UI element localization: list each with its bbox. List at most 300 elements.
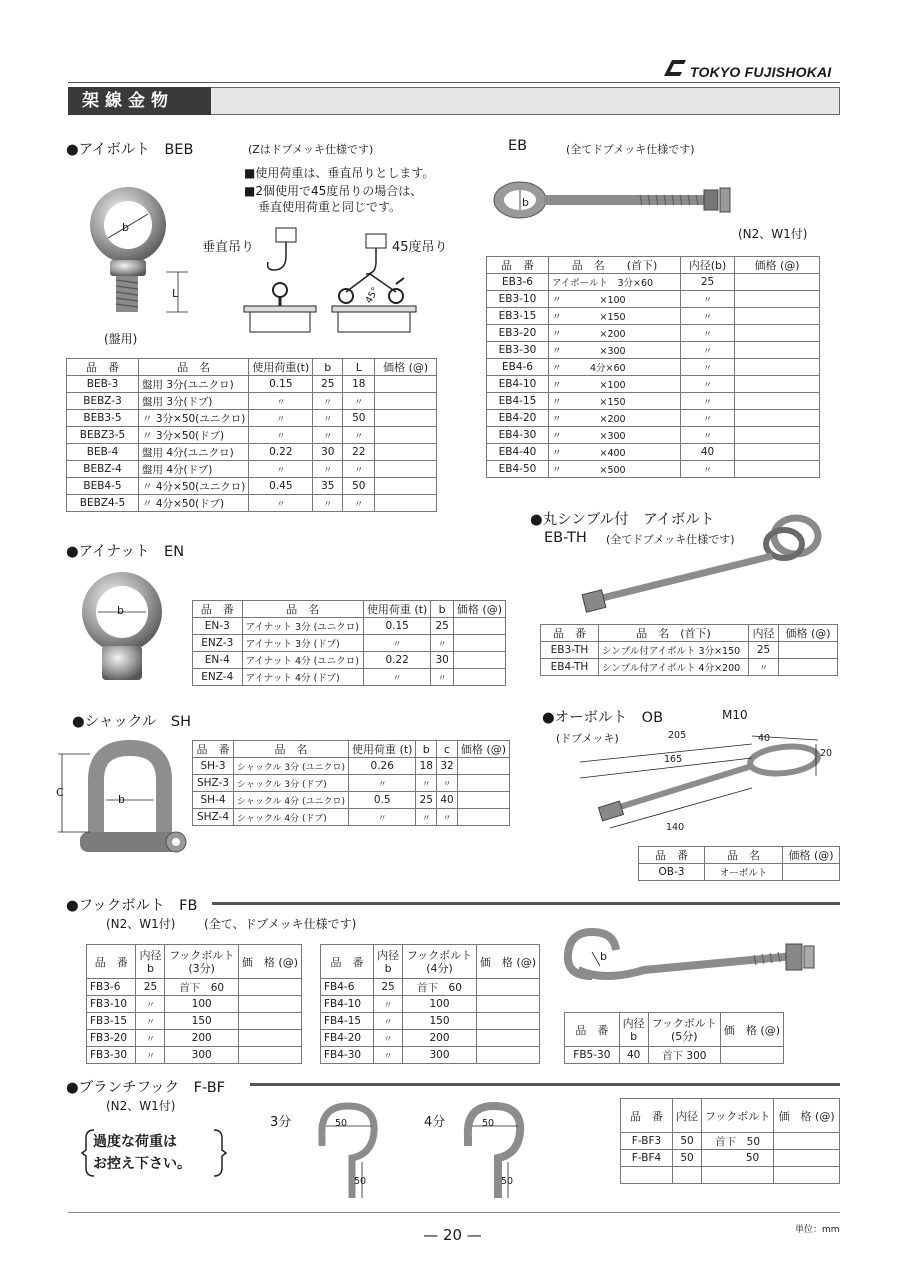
cell	[238, 979, 301, 996]
table-row	[193, 618, 506, 635]
cell: 首下 60	[165, 979, 238, 996]
cell	[774, 1133, 840, 1150]
cell: EB4-15	[487, 393, 549, 410]
cell	[735, 444, 820, 461]
col-load: 使用荷重 (t)	[363, 601, 430, 618]
eb-table	[486, 256, 820, 478]
table-row	[87, 1047, 302, 1064]
cell: 〃	[313, 461, 343, 478]
fb-title: ●フックボルト FB	[66, 898, 198, 914]
warning-line-2: お控え下さい。	[93, 1156, 191, 1172]
table-row	[67, 410, 437, 427]
ob-dim-20: 20	[820, 748, 833, 759]
cell	[457, 792, 509, 809]
cell: 200	[165, 1030, 238, 1047]
cell	[375, 376, 437, 393]
cell: 〃 ×100	[549, 291, 681, 308]
cell: 首下 60	[403, 979, 477, 996]
cell: 〃	[343, 427, 375, 444]
cell: 30	[313, 444, 343, 461]
cell	[476, 1030, 539, 1047]
cell	[457, 775, 509, 792]
fbf4-dim-width: 50	[482, 1118, 495, 1129]
col-price: 価格 (@)	[735, 257, 820, 274]
col-inner: 内径(b)	[681, 257, 735, 274]
inner-label: 内径	[377, 948, 400, 962]
cell: EB4-30	[487, 427, 549, 444]
cell	[774, 1167, 840, 1184]
cell	[735, 393, 820, 410]
unit-note: 単位：mm	[795, 1225, 840, 1235]
table-row	[487, 342, 820, 359]
col-code: 品 番	[541, 625, 599, 642]
cell: シャックル 3分 (ドブ)	[234, 775, 349, 792]
table-row	[621, 1167, 840, 1184]
cell: 〃	[343, 495, 375, 512]
en-dim-b: b	[117, 604, 124, 617]
col-price: 価格 (@)	[783, 847, 840, 864]
inner-label-b: b	[146, 961, 154, 975]
cell: 〃	[313, 393, 343, 410]
col-bolt: フックボルト	[702, 1099, 774, 1133]
cell	[476, 996, 539, 1013]
cell: BEB-4	[67, 444, 139, 461]
cell: 〃	[416, 809, 437, 826]
table-row	[487, 461, 820, 478]
cell: アイナット 4分 (ユニクロ)	[242, 652, 363, 669]
inner-label: 内径	[139, 948, 162, 962]
cell: 25	[374, 979, 403, 996]
cell	[735, 410, 820, 427]
col-price: 価格 (@)	[779, 625, 838, 642]
cell	[673, 1167, 702, 1184]
company-logo	[662, 58, 688, 78]
cell: FB4-30	[321, 1047, 374, 1064]
cell	[375, 410, 437, 427]
beb-table	[66, 358, 437, 512]
ob-table	[638, 846, 840, 881]
cell	[375, 427, 437, 444]
cell	[720, 1047, 783, 1064]
cell: BEB-3	[67, 376, 139, 393]
cell	[735, 274, 820, 291]
cell: 〃 3分×50(ユニクロ)	[139, 410, 249, 427]
branch-hook-4-illustration	[458, 1100, 528, 1204]
col-price: 価 格 (@)	[720, 1013, 783, 1047]
cell: 25	[313, 376, 343, 393]
cell: 〃	[431, 669, 454, 686]
col-code: 品 番	[487, 257, 549, 274]
beb-dim-b: b	[122, 221, 129, 234]
cell: 〃	[313, 410, 343, 427]
table-row	[67, 393, 437, 410]
cell: 0.15	[363, 618, 430, 635]
ebth-title: ●丸シンブル付 アイボルト	[530, 512, 715, 528]
table-row	[67, 376, 437, 393]
cell: SH-4	[193, 792, 234, 809]
cell: 〃 ×500	[549, 461, 681, 478]
cell: 〃	[136, 1047, 165, 1064]
col-b: b	[431, 601, 454, 618]
cell: 50	[673, 1133, 702, 1150]
inner-label-b: b	[630, 1029, 638, 1043]
cell: EN-3	[193, 618, 243, 635]
col-code: 品 番	[193, 741, 234, 758]
cell: 0.15	[249, 376, 313, 393]
angle-45-mark: 45°	[363, 285, 382, 306]
cell: EB4-TH	[541, 659, 599, 676]
fb-rule	[212, 902, 840, 905]
cell	[735, 359, 820, 376]
col-load: 使用荷重(t)	[249, 359, 313, 376]
cell: 35	[313, 478, 343, 495]
sh-table	[192, 740, 510, 826]
col-inner	[374, 945, 403, 979]
col-code: 品 番	[639, 847, 705, 864]
col-b: b	[313, 359, 343, 376]
cell: 盤用 4分(ドブ)	[139, 461, 249, 478]
cell	[735, 291, 820, 308]
cell: アイナット 4分 (ドブ)	[242, 669, 363, 686]
cell: BEBZ-3	[67, 393, 139, 410]
table-row	[541, 642, 838, 659]
eb-title: EB	[508, 138, 528, 154]
cell: 盤用 3分(ドブ)	[139, 393, 249, 410]
cell	[375, 393, 437, 410]
angle-lift-label: 45度吊り	[392, 240, 448, 255]
fbf-title: ●ブランチフック F-BF	[66, 1080, 225, 1096]
cell: 〃	[349, 809, 416, 826]
cell: 〃	[681, 291, 735, 308]
cell: 50	[343, 410, 375, 427]
beb-note-3: 垂直使用荷重と同じです。	[258, 200, 402, 214]
cell	[735, 461, 820, 478]
cell: 〃 4分×50(ドブ)	[139, 495, 249, 512]
cell: 100	[403, 996, 477, 1013]
table-row	[321, 1013, 540, 1030]
cell: 〃	[681, 376, 735, 393]
col-inner: 内径	[673, 1099, 702, 1133]
cell: 〃	[249, 410, 313, 427]
eyebolt-thimble-illustration	[574, 512, 834, 622]
cell: 25	[416, 792, 437, 809]
ob-dim-140: 140	[666, 822, 685, 833]
cell	[621, 1167, 673, 1184]
fb-note-1: (N2、W1付)	[106, 917, 176, 931]
col-bolt	[165, 945, 238, 979]
col-code: 品 番	[193, 601, 243, 618]
table-row	[193, 652, 506, 669]
cell: 25	[431, 618, 454, 635]
col-price: 価格 (@)	[453, 601, 505, 618]
table-row	[487, 359, 820, 376]
cell: 150	[165, 1013, 238, 1030]
table-row	[621, 1150, 840, 1167]
cell: 〃 ×300	[549, 427, 681, 444]
ebth-code: EB-TH	[544, 530, 587, 546]
fbf-note: (N2、W1付)	[106, 1099, 176, 1113]
col-code: 品 番	[621, 1099, 673, 1133]
cell: FB4-15	[321, 1013, 374, 1030]
fb-note-2: (全て、ドブメッキ仕様です)	[204, 917, 357, 931]
cell: 50	[702, 1150, 774, 1167]
col-bolt	[648, 1013, 720, 1047]
table-row	[321, 996, 540, 1013]
cell: 300	[165, 1047, 238, 1064]
eyebolt-beb-illustration	[78, 180, 198, 320]
table-row	[193, 669, 506, 686]
cell: 〃 ×300	[549, 342, 681, 359]
fbf-rule	[250, 1083, 840, 1086]
col-inner: 内径	[749, 625, 779, 642]
cell: 18	[416, 758, 437, 775]
cell	[476, 1013, 539, 1030]
cell: F-BF3	[621, 1133, 673, 1150]
shackle-illustration	[50, 740, 200, 870]
col-inner	[136, 945, 165, 979]
warning-line-1: 過度な荷重は	[93, 1134, 177, 1150]
cell: 〃 ×150	[549, 308, 681, 325]
cell: BEB4-5	[67, 478, 139, 495]
cell	[375, 444, 437, 461]
cell: EB3-6	[487, 274, 549, 291]
col-c: c	[437, 741, 458, 758]
col-name: 品 名	[705, 847, 783, 864]
eb-accessory: (N2、W1付)	[738, 227, 808, 241]
cell: FB3-6	[87, 979, 136, 996]
cell: 〃	[343, 461, 375, 478]
cell	[375, 495, 437, 512]
cell: BEBZ3-5	[67, 427, 139, 444]
cell: 〃	[437, 775, 458, 792]
cell	[476, 1047, 539, 1064]
col-bolt	[403, 945, 477, 979]
cell	[238, 1030, 301, 1047]
cell: 300	[403, 1047, 477, 1064]
cell: 200	[403, 1030, 477, 1047]
cell: 0.26	[349, 758, 416, 775]
cell: FB4-10	[321, 996, 374, 1013]
cell: 〃	[313, 427, 343, 444]
col-code: 品 番	[67, 359, 139, 376]
cell: 〃	[249, 393, 313, 410]
ob-dim-40: 40	[758, 733, 771, 744]
table-row	[487, 444, 820, 461]
fb5-table	[564, 1012, 784, 1064]
col-name: 品 名	[242, 601, 363, 618]
cell: 〃	[363, 669, 430, 686]
cell: FB5-30	[565, 1047, 620, 1064]
cell	[779, 642, 838, 659]
cell: 盤用 4分(ユニクロ)	[139, 444, 249, 461]
beb-note-1: ■使用荷重は、垂直吊りとします。	[244, 166, 435, 180]
ebth-table	[540, 624, 838, 676]
cell: 〃	[249, 461, 313, 478]
cell: EB3-10	[487, 291, 549, 308]
cell: 〃	[681, 427, 735, 444]
col-name: 品 名 (首下)	[549, 257, 681, 274]
table-row	[193, 792, 510, 809]
cell: 〃	[136, 996, 165, 1013]
cell: EN-4	[193, 652, 243, 669]
table-row	[487, 308, 820, 325]
cell	[735, 308, 820, 325]
cell: オーボルト	[705, 864, 783, 881]
table-row	[321, 979, 540, 996]
cell: 150	[403, 1013, 477, 1030]
table-row	[541, 659, 838, 676]
cell: アイナット 3分 (ユニクロ)	[242, 618, 363, 635]
cell: BEB3-5	[67, 410, 139, 427]
cell: FB3-30	[87, 1047, 136, 1064]
beb-note-2: ■2個使用で45度吊りの場合は、	[244, 184, 423, 198]
cell	[453, 669, 505, 686]
col-code: 品 番	[321, 945, 374, 979]
cell: FB3-20	[87, 1030, 136, 1047]
bolt-label: フックボルト	[169, 948, 235, 962]
cell: SH-3	[193, 758, 234, 775]
bolt-label: フックボルト	[651, 1016, 717, 1030]
cell: 0.45	[249, 478, 313, 495]
cell	[735, 427, 820, 444]
cell	[375, 478, 437, 495]
cell: 〃 ×200	[549, 325, 681, 342]
table-row	[87, 1030, 302, 1047]
page-number: — 20 —	[423, 1226, 482, 1244]
cell: SHZ-3	[193, 775, 234, 792]
cell: FB4-20	[321, 1030, 374, 1047]
cell	[735, 342, 820, 359]
fbf-label-3: 3分	[270, 1115, 292, 1130]
footer-rule	[68, 1212, 840, 1213]
eb-dim-b: b	[522, 196, 529, 209]
cell: 22	[343, 444, 375, 461]
section-title: 架線金物	[68, 87, 211, 115]
fbf4-dim-length: 50	[501, 1176, 514, 1187]
table-row	[87, 979, 302, 996]
cell: 〃	[349, 775, 416, 792]
sh-title: ●シャックル SH	[72, 714, 192, 730]
cell: シャックル 3分 (ユニクロ)	[234, 758, 349, 775]
col-price: 価格 (@)	[457, 741, 509, 758]
cell: 〃	[681, 393, 735, 410]
col-b: b	[416, 741, 437, 758]
cell: 〃	[681, 325, 735, 342]
cell: 〃	[249, 427, 313, 444]
table-row	[621, 1133, 840, 1150]
vertical-lift-diagram	[240, 224, 320, 336]
fbf3-dim-length: 50	[354, 1176, 367, 1187]
col-inner	[619, 1013, 648, 1047]
cell: 〃	[374, 1047, 403, 1064]
cell	[702, 1167, 774, 1184]
angle-lift-diagram	[330, 224, 420, 336]
cell: 40	[437, 792, 458, 809]
cell: EB4-10	[487, 376, 549, 393]
en-title: ●アイナット EN	[66, 544, 185, 560]
bolt-size: (3分)	[188, 961, 215, 975]
fb3-table	[86, 944, 302, 1064]
company-name: TOKYO FUJISHOKAI	[690, 64, 832, 80]
cell: 〃 4分×60	[549, 359, 681, 376]
bolt-size: (4分)	[426, 961, 453, 975]
fbf-label-4: 4分	[424, 1115, 446, 1130]
cell: シンブル付アイボルト 3分×150	[599, 642, 749, 659]
ob-dim-165: 165	[664, 754, 683, 765]
cell: 〃	[363, 635, 430, 652]
sh-dim-c: C	[56, 786, 64, 799]
table-row	[487, 274, 820, 291]
cell: F-BF4	[621, 1150, 673, 1167]
branch-hook-3-illustration	[312, 1100, 382, 1204]
cell: 〃 3分×50(ドブ)	[139, 427, 249, 444]
table-row	[193, 758, 510, 775]
beb-caption: (盤用)	[104, 332, 138, 346]
vertical-lift-label: 垂直吊り	[202, 240, 255, 255]
cell: FB3-15	[87, 1013, 136, 1030]
cell: 0.5	[349, 792, 416, 809]
cell: FB4-6	[321, 979, 374, 996]
col-name: 品 名	[139, 359, 249, 376]
table-row	[67, 444, 437, 461]
cell: BEBZ-4	[67, 461, 139, 478]
cell: シャックル 4分 (ユニクロ)	[234, 792, 349, 809]
cell: BEBZ4-5	[67, 495, 139, 512]
cell: 首下 50	[702, 1133, 774, 1150]
table-row	[487, 325, 820, 342]
cell: OB-3	[639, 864, 705, 881]
cell	[779, 659, 838, 676]
ob-title: ●オーボルト OB	[542, 710, 664, 726]
table-row	[193, 635, 506, 652]
cell: 25	[681, 274, 735, 291]
col-code: 品 番	[565, 1013, 620, 1047]
table-row	[487, 427, 820, 444]
cell	[457, 809, 509, 826]
cell	[457, 758, 509, 775]
eyenut-illustration	[72, 568, 172, 684]
cell: 〃	[681, 308, 735, 325]
table-row	[87, 1013, 302, 1030]
cell: 32	[437, 758, 458, 775]
beb-title: ●アイボルト BEB	[66, 142, 194, 158]
cell	[453, 618, 505, 635]
fb4-table	[320, 944, 540, 1064]
cell: 〃 ×100	[549, 376, 681, 393]
cell	[238, 1047, 301, 1064]
table-row	[193, 775, 510, 792]
cell: EB3-15	[487, 308, 549, 325]
cell	[453, 635, 505, 652]
cell: 〃	[374, 1013, 403, 1030]
col-load: 使用荷重 (t)	[349, 741, 416, 758]
fbf-table	[620, 1098, 840, 1184]
cell: 50	[343, 478, 375, 495]
col-code: 品 番	[87, 945, 136, 979]
col-price: 価 格 (@)	[476, 945, 539, 979]
table-row	[487, 393, 820, 410]
cell	[375, 461, 437, 478]
table-row	[565, 1047, 784, 1064]
col-price: 価 格 (@)	[774, 1099, 840, 1133]
sh-dim-b: b	[118, 793, 125, 806]
cell: シンブル付アイボルト 4分×200	[599, 659, 749, 676]
cell: EB4-6	[487, 359, 549, 376]
cell: 25	[136, 979, 165, 996]
cell: 盤用 3分(ユニクロ)	[139, 376, 249, 393]
cell: SHZ-4	[193, 809, 234, 826]
cell: 〃 4分×50(ユニクロ)	[139, 478, 249, 495]
